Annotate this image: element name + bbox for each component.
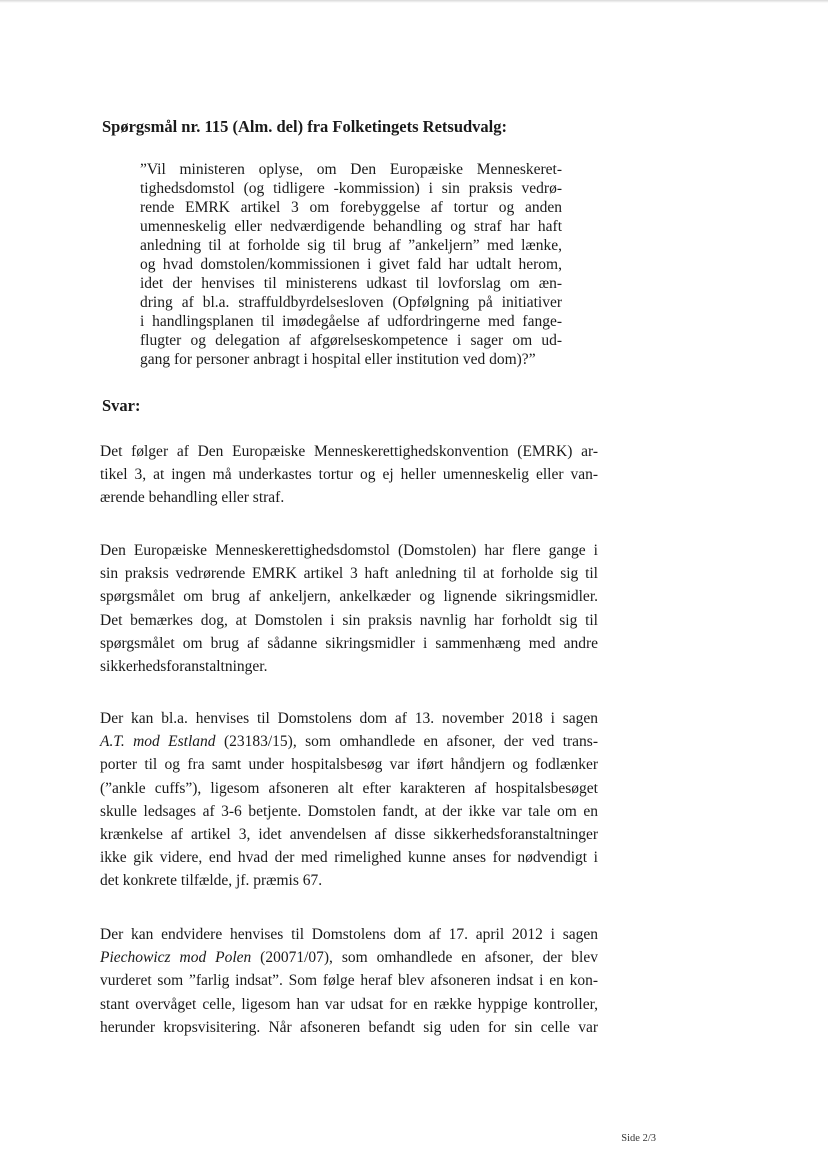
quote-line: dring af bl.a. straffuldbyrdelsesloven (Opfølgning på initiativer — [140, 294, 562, 311]
paragraph-line: porter til og fra samt under hospitalsbesøg var iført håndjern og fodlænker — [100, 756, 598, 774]
paragraph-line: Der kan bl.a. henvises til Domstolens dom af 13. november 2018 i sagen — [100, 710, 598, 727]
quote-line: tighedsdomstol (og tidligere -kommission) i sin praksis vedrø- — [140, 180, 562, 197]
paragraph-line: herunder kropsvisitering. Når afsoneren befandt sig uden for sin celle var — [100, 1018, 598, 1036]
paragraph-line: Det følger af Den Europæiske Menneskerettighedskonvention (EMRK) ar- — [100, 443, 598, 460]
case-name: A.T. mod Estland — [100, 733, 216, 751]
paragraph-line — [100, 730, 598, 753]
question-quote — [140, 160, 562, 369]
question-heading: Spørgsmål nr. 115 (Alm. del) fra Folketingets Retsudvalg: — [102, 117, 508, 136]
paragraph-line: stant overvåget celle, ligesom han var udsat for en række hyppige kontroller, — [100, 995, 598, 1013]
paragraph-line: Den Europæiske Menneskerettighedsdomstol (Domstolen) har flere gange i — [100, 542, 598, 559]
paragraph-line-rest: (23183/15), som omhandlede en afsoner, der ved trans- — [215, 733, 599, 751]
paragraph-line: vurderet som ”farlig indsat”. Som følge heraf blev afsoneren indsat i en kon- — [100, 972, 598, 990]
paragraph-line: ikke gik videre, end hvad der med rimelighed kunne anses for nødvendigt i — [100, 849, 598, 867]
paragraph-line: spørgsmålet om brug af sådanne sikringsmidler i sammenhæng med andre — [100, 634, 598, 652]
paragraph-line: sin praksis vedrørende EMRK artikel 3 haft anledning til at forholde sig til — [100, 565, 598, 583]
quote-line: anledning til at forholde sig til brug af ”ankeljern” med lænke, — [140, 237, 562, 254]
paragraph-line: (”ankle cuffs”), ligesom afsoneren alt efter karakteren af hospitalsbesøget — [100, 779, 598, 797]
quote-line: og hvad domstolen/kommissionen i givet fald har udtalt herom, — [140, 256, 562, 273]
paragraph-line: Der kan endvidere henvises til Domstolens dom af 17. april 2012 i sagen — [100, 926, 598, 943]
paragraph-line: skulle ledsages af 3-6 betjente. Domstolen fandt, at der ikke var tale om en — [100, 802, 598, 820]
answer-paragraph-1 — [100, 440, 598, 510]
quote-line: flugter og delegation af afgørelseskompetence i sager om ud- — [140, 332, 562, 349]
paragraph-line — [100, 946, 598, 969]
paragraph-line: tikel 3, at ingen må underkastes tortur og ej heller umenneskelig eller van- — [100, 466, 598, 484]
paragraph-line: spørgsmålet om brug af ankeljern, ankelkæder og lignende sikringsmidler. — [100, 588, 598, 606]
quote-line: idet der henvises til ministerens udkast til lovforslag om æn- — [140, 275, 562, 292]
answer-heading: Svar: — [102, 396, 141, 415]
paragraph-line-rest: (20071/07), som omhandlede en afsoner, der blev — [251, 949, 598, 967]
paragraph-line: krænkelse af artikel 3, idet anvendelsen af disse sikkerhedsforanstaltninger — [100, 826, 598, 844]
quote-line: gang for personer anbragt i hospital eller institution ved dom)?” — [140, 351, 536, 368]
case-name: Piechowicz mod Polen — [100, 949, 252, 967]
answer-paragraph-2 — [100, 539, 598, 678]
page-number: Side 2/3 — [621, 1133, 656, 1144]
paragraph-line: ærende behandling eller straf. — [100, 489, 285, 507]
quote-line: rende EMRK artikel 3 om forebyggelse af tortur og anden — [140, 199, 562, 216]
quote-line: umenneskelig eller nedværdigende behandling og straf har haft — [140, 218, 562, 235]
paragraph-line: sikkerhedsforanstaltninger. — [100, 658, 268, 676]
answer-paragraph-3 — [100, 707, 598, 893]
quote-line: i handlingsplanen til imødegåelse af udfordringerne med fange- — [140, 313, 562, 330]
paragraph-line: det konkrete tilfælde, jf. præmis 67. — [100, 872, 323, 890]
quote-line: ”Vil ministeren oplyse, om Den Europæiske Menneskeret- — [140, 161, 562, 178]
answer-paragraph-4 — [100, 923, 598, 1039]
paragraph-line: Det bemærkes dog, at Domstolen i sin praksis navnlig har forholdt sig til — [100, 611, 598, 629]
